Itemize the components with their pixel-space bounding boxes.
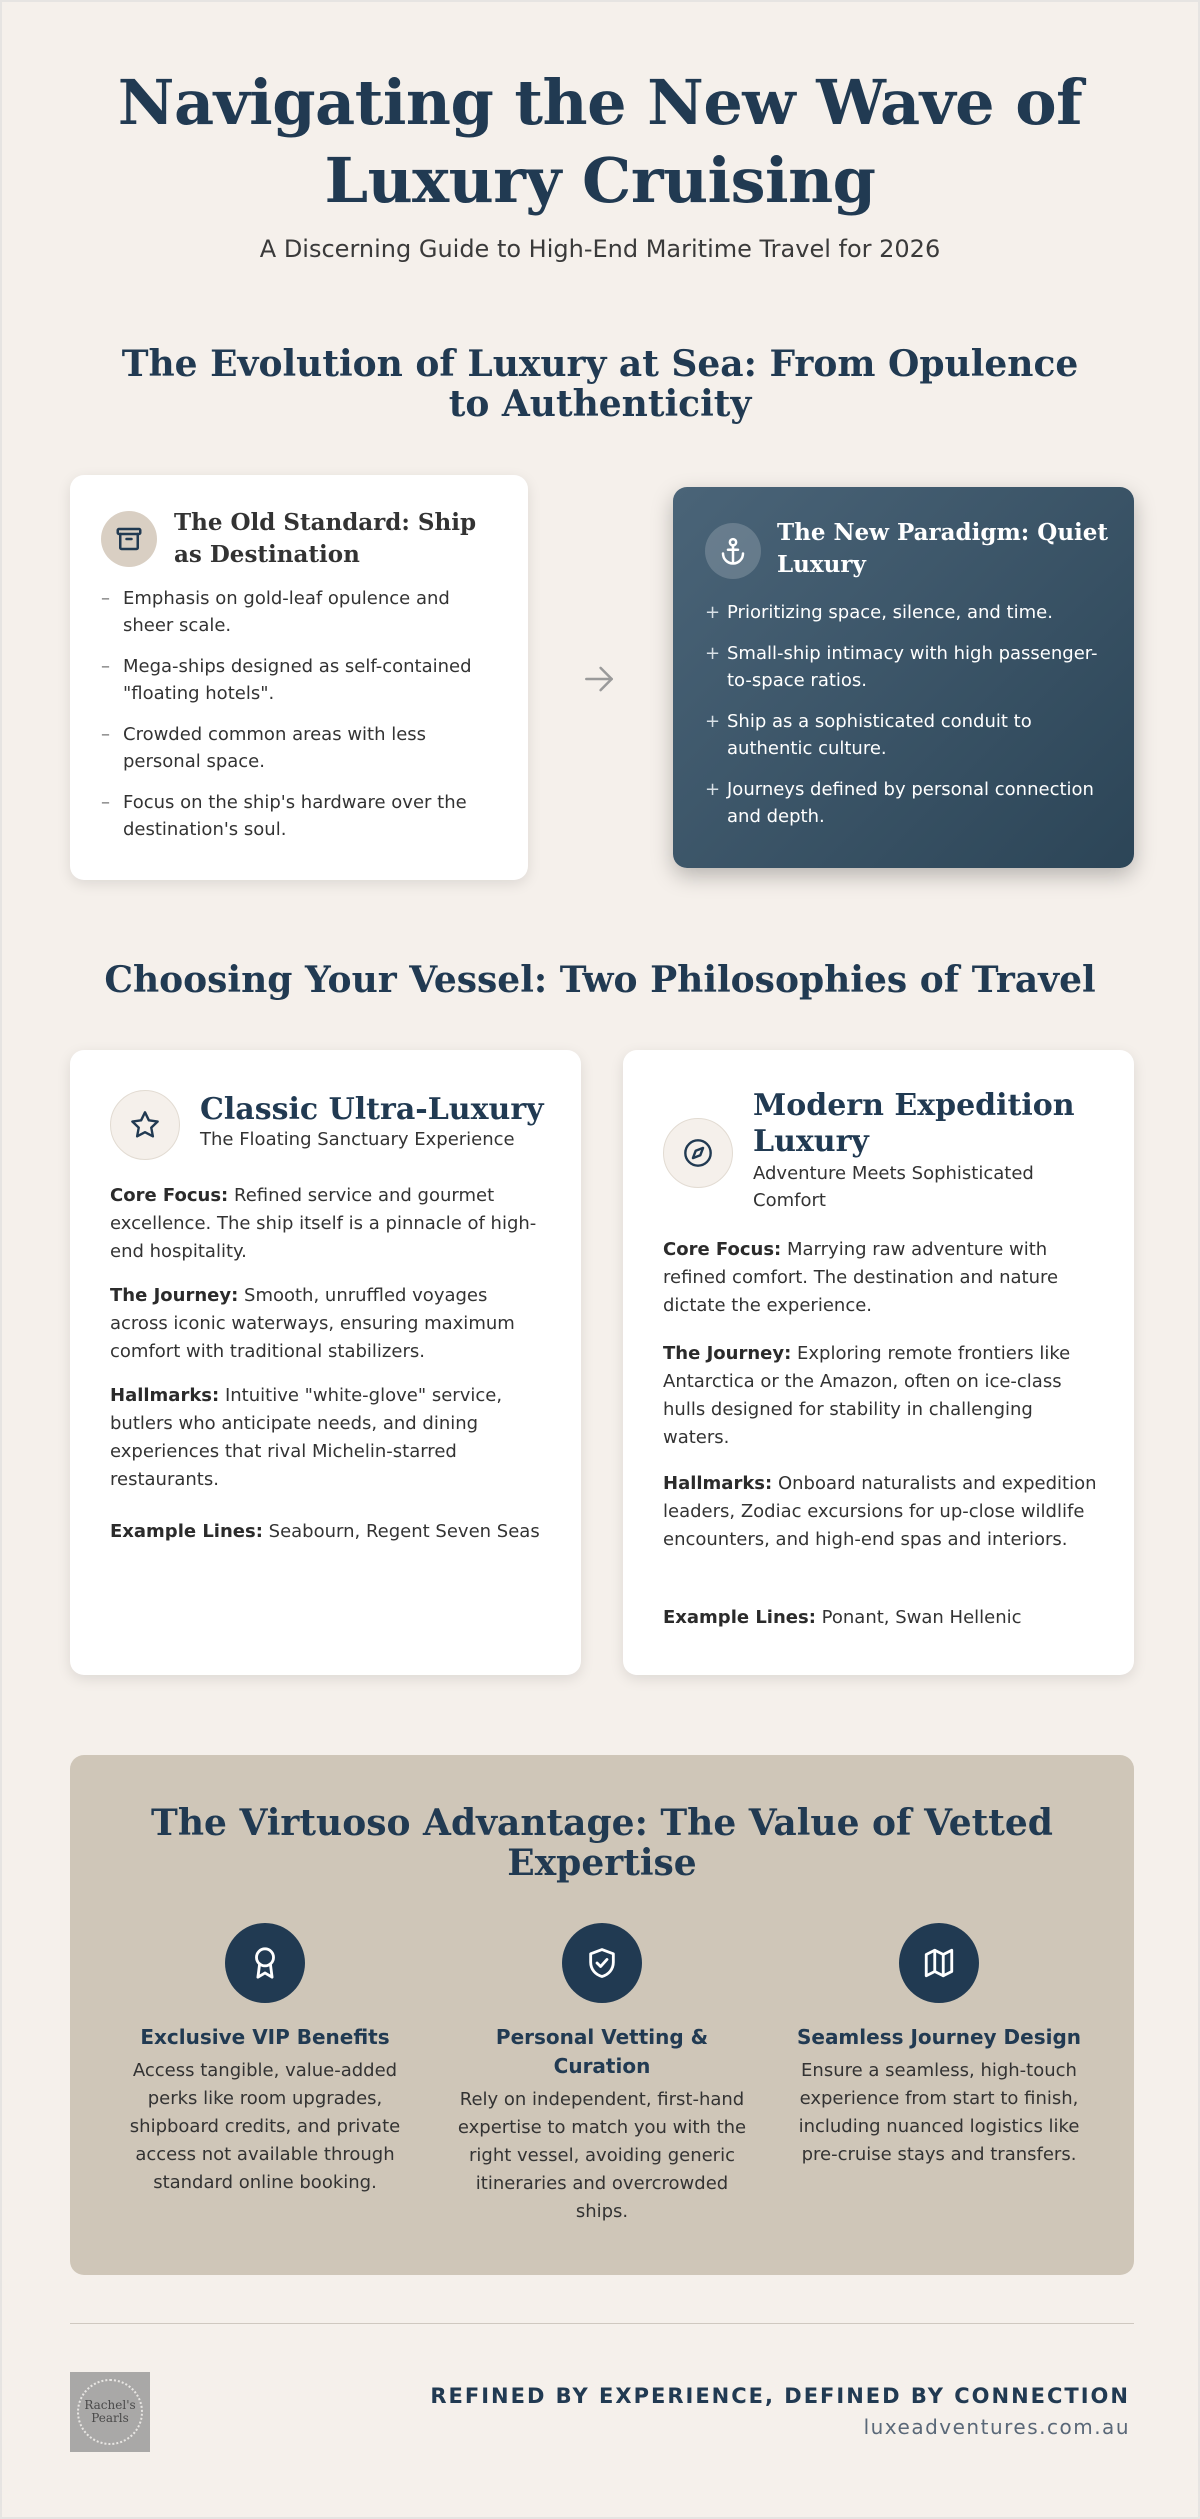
list-item: – Crowded common areas with less personal space. <box>101 724 427 772</box>
expedition-subtitle: Adventure Meets Sophisticated Comfort <box>753 1163 1034 1211</box>
list-item: – Focus on the ship's hardware over the destination's soul. <box>101 792 467 840</box>
list-item: + Journeys defined by personal connection and depth. <box>705 779 1094 827</box>
classic-hallmarks: Hallmarks: Intuitive "white-glove" service, butlers who anticipate needs, and dining experiences that rival Michelin-starred restaurants. <box>110 1385 503 1490</box>
classic-example-lines: Example Lines: Seabourn, Regent Seven Seas <box>110 1521 540 1542</box>
advantage-item-title: Exclusive VIP Benefits <box>140 2025 390 2049</box>
new-paradigm-card <box>673 487 1134 868</box>
advantage-item-text: Rely on independent, first-hand expertise to match you with the right vessel, avoiding generic itineraries and overcrowded ships. <box>457 2089 747 2222</box>
infographic-page <box>2 2 1198 2517</box>
new-paradigm-title: The New Paradigm: Quiet Luxury <box>777 519 1109 578</box>
page-subtitle: A Discerning Guide to High-End Maritime Travel for 2026 <box>259 235 941 263</box>
list-item: – Mega-ships designed as self-contained "floating hotels". <box>101 656 472 704</box>
evolution-section-title: The Evolution of Luxury at Sea: From Opulence to Authenticity <box>121 343 1079 425</box>
list-item: + Small-ship intimacy with high passenger-to-space ratios. <box>705 643 1098 691</box>
compass-icon <box>663 1118 733 1188</box>
list-item: + Ship as a sophisticated conduit to authentic culture. <box>705 711 1032 759</box>
archive-icon <box>101 511 157 567</box>
classic-journey: The Journey: Smooth, unruffled voyages across iconic waterways, ensuring maximum comfort with traditional stabilizers. <box>110 1285 515 1362</box>
shield-check-icon <box>562 1923 642 2003</box>
page-title: Navigating the New Wave of Luxury Cruising <box>117 66 1083 217</box>
advantage-title: The Virtuoso Advantage: The Value of Vetted Expertise <box>151 1802 1053 1884</box>
old-standard-list <box>101 585 501 843</box>
advantage-item-text: Access tangible, value-added perks like room upgrades, shipboard credits, and private access not available through standard online booking. <box>129 2060 401 2193</box>
old-standard-card <box>70 475 528 880</box>
new-paradigm-list <box>705 599 1115 830</box>
vessels-section-title: Choosing Your Vessel: Two Philosophies of Travel <box>104 959 1096 1001</box>
expedition-journey: The Journey: Exploring remote frontiers like Antarctica or the Amazon, often on ice-class hulls designed for stability in challenging waters. <box>663 1343 1071 1448</box>
map-icon <box>899 1923 979 2003</box>
expedition-example-lines: Example Lines: Ponant, Swan Hellenic <box>663 1607 1022 1628</box>
modern-expedition-card <box>623 1050 1134 1675</box>
classic-subtitle: The Floating Sanctuary Experience <box>200 1129 515 1150</box>
expedition-core-focus: Core Focus: Marrying raw adventure with refined comfort. The destination and nature dictate the experience. <box>663 1239 1059 1316</box>
footer-divider <box>70 2323 1134 2324</box>
expedition-title: Modern Expedition Luxury <box>753 1088 1075 1159</box>
list-item: – Emphasis on gold-leaf opulence and sheer scale. <box>101 588 450 636</box>
expedition-hallmarks: Hallmarks: Onboard naturalists and expedition leaders, Zodiac excursions for up-close wildlife encounters, and high-end spas and interiors. <box>663 1473 1097 1550</box>
list-item: + Prioritizing space, silence, and time. <box>705 602 1053 623</box>
classic-title: Classic Ultra-Luxury <box>200 1092 544 1127</box>
arrow-right-icon <box>580 660 618 702</box>
anchor-icon <box>705 523 761 579</box>
virtuoso-advantage-panel <box>70 1755 1134 2275</box>
footer-website-link[interactable]: luxeadventures.com.au <box>863 2415 1130 2439</box>
brand-logo: Rachel's Pearls <box>70 2372 150 2452</box>
classic-core-focus: Core Focus: Refined service and gourmet excellence. The ship itself is a pinnacle of high-end hospitality. <box>110 1185 537 1262</box>
advantage-item-title: Personal Vetting & Curation <box>495 2025 709 2078</box>
advantage-item-text: Ensure a seamless, high-touch experience from start to finish, including nuanced logistics like pre-cruise stays and transfers. <box>798 2060 1080 2165</box>
star-icon <box>110 1090 180 1160</box>
advantage-item-title: Seamless Journey Design <box>796 2025 1082 2049</box>
old-standard-title: The Old Standard: Ship as Destination <box>174 509 477 568</box>
footer-tagline: REFINED BY EXPERIENCE, DEFINED BY CONNECTION <box>430 2384 1130 2408</box>
classic-ultra-luxury-card <box>70 1050 581 1675</box>
award-icon <box>225 1923 305 2003</box>
